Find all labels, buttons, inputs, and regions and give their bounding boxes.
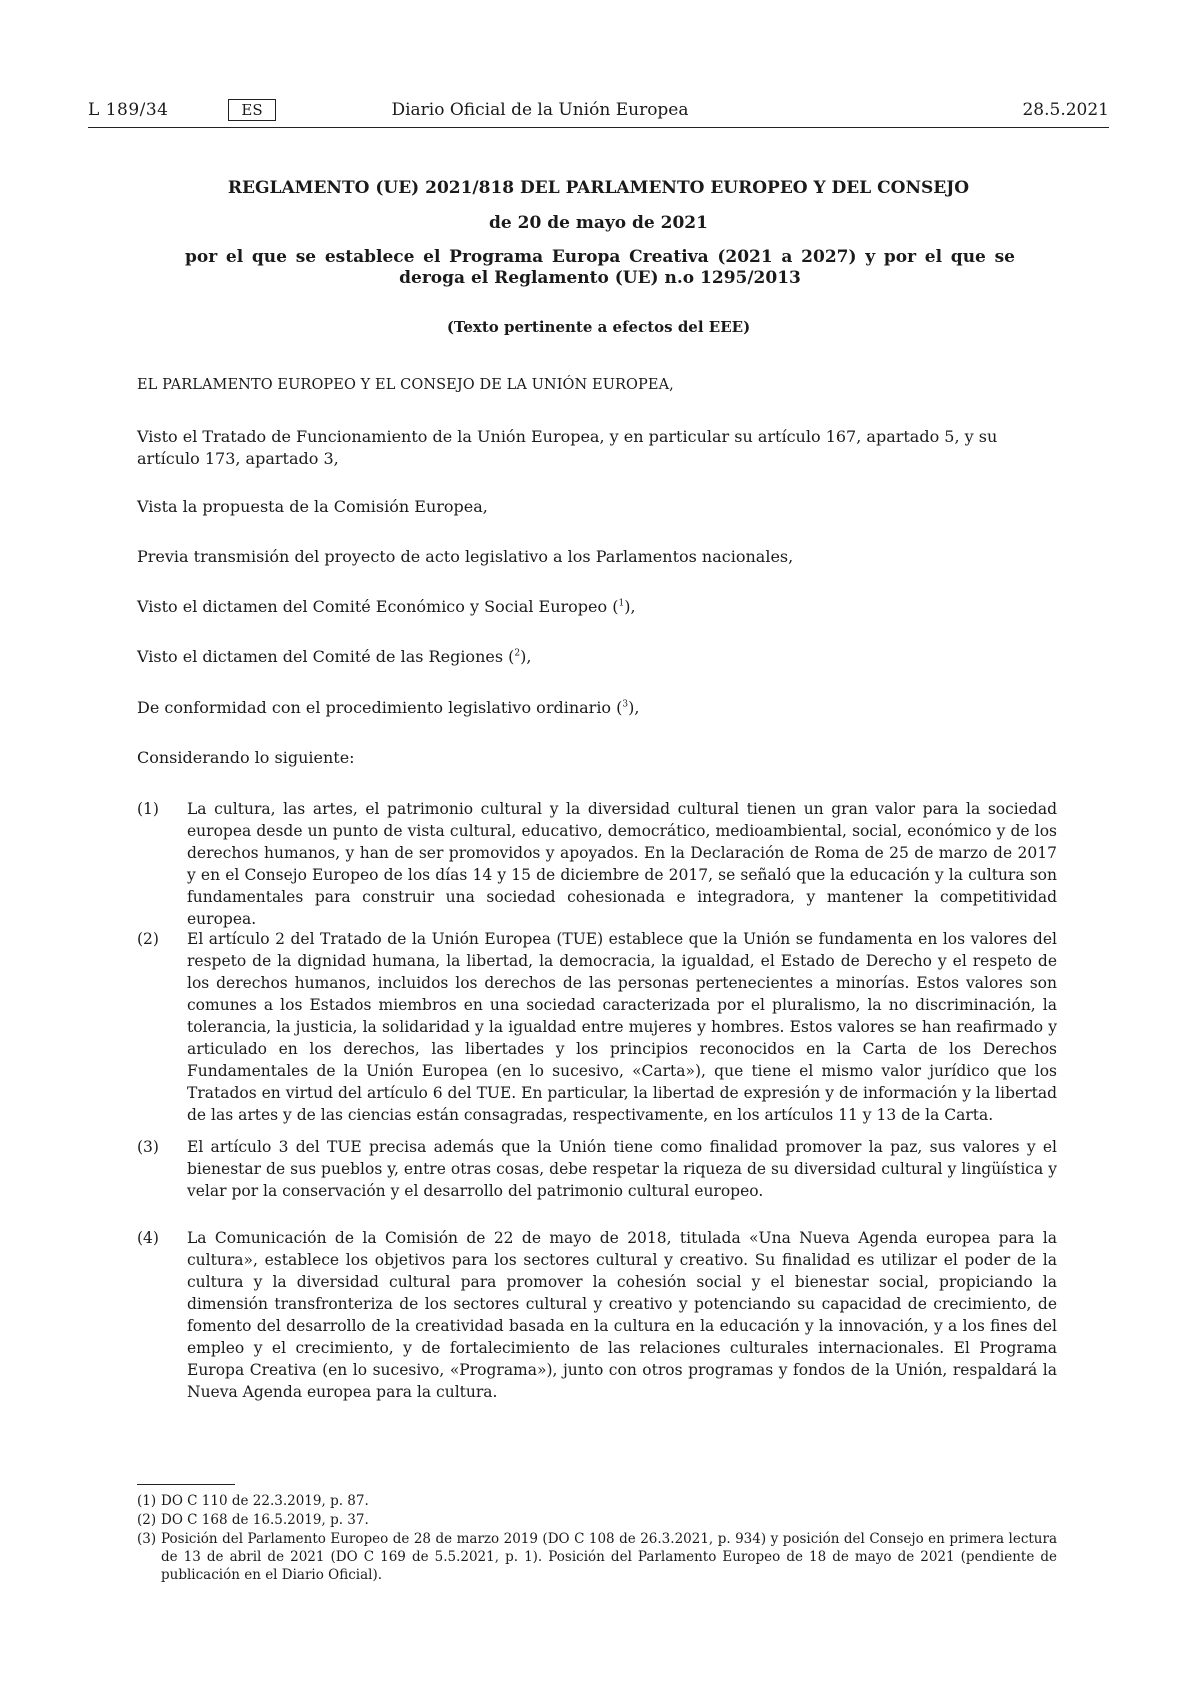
citation-regions-text: Visto el dictamen del Comité de las Regiones bbox=[137, 647, 504, 666]
recital-number: (1) bbox=[137, 800, 159, 818]
footnote-ref[interactable]: 1 bbox=[618, 598, 625, 609]
footnote-ref[interactable]: 3 bbox=[622, 699, 629, 710]
whereas-intro: Considerando lo siguiente: bbox=[137, 748, 355, 767]
publication-date: 28.5.2021 bbox=[1022, 100, 1109, 120]
preamble-authors: EL PARLAMENTO EUROPEO Y EL CONSEJO DE LA UNIÓN EUROPEA, bbox=[137, 377, 674, 393]
footnote-number: (3) bbox=[137, 1531, 157, 1547]
footnote-text: DO C 110 de 22.3.2019, p. 87. bbox=[161, 1493, 369, 1509]
footnote-divider bbox=[137, 1484, 235, 1485]
recital bbox=[137, 928, 1057, 1128]
citation-ecosoc: Visto el dictamen del Comité Económico y Social Europeo ($^1$), bbox=[137, 597, 636, 616]
citation-transmission: Previa transmisión del proyecto de acto legislativo a los Parlamentos nacionales, bbox=[137, 547, 794, 566]
recital-text: El artículo 2 del Tratado de la Unión Europea (TUE) establece que la Unión se fundamenta en los valores del respeto de la dignidad humana, la libertad, la democracia, la igualdad, el Estado de Derecho y el respeto de los derechos humanos, incluidos los derechos de las personas pertenecientes a minorías. Estos valores son comunes a los Estados miembros en una sociedad caracterizada por el pluralismo, la no discriminación, la tolerancia, la justicia, la solidaridad y la igualdad entre mujeres y hombres. Estos valores se han reafirmado y articulado en los derechos, las libertades y los principios reconocidos en la Carta de los Derechos Fundamentales de la Unión Europea (en lo sucesivo, «Carta»), que tiene el mismo valor jurídico que los Tratados en virtud del artículo 6 del TUE. En particular, la libertad de expresión y de información y la libertad de las artes y de las ciencias están consagradas, respectivamente, en los artículos 11 y 13 de la Carta. bbox=[187, 930, 1057, 1124]
citation-treaty: Visto el Tratado de Funcionamiento de la Unión Europea, y en particular su artículo 167, apartado 5, y su artículo 173, apartado 3, bbox=[137, 427, 998, 468]
citation-regions: Visto el dictamen del Comité de las Regiones ($^2$), bbox=[137, 647, 532, 666]
citation-proposal: Vista la propuesta de la Comisión Europea, bbox=[137, 497, 488, 516]
eea-relevance: (Texto pertinente a efectos del EEE) bbox=[446, 318, 751, 336]
footnote-text: Posición del Parlamento Europeo de 28 de marzo 2019 (DO C 108 de 26.3.2021, p. 934) y posición del Consejo en primera lectura de 13 de abril de 2021 (DO C 169 de 5.5.2021, p. 1). Posición del Parlamento Europeo de 18 de mayo de 2021 (pendiente de publicación en el Diario Oficial). bbox=[161, 1531, 1057, 1583]
recital bbox=[137, 1227, 1057, 1401]
footnote-ref[interactable]: 2 bbox=[514, 648, 521, 659]
recital bbox=[137, 1136, 1057, 1202]
recital-number: (2) bbox=[137, 930, 159, 948]
footnote-text: DO C 168 de 16.5.2019, p. 37. bbox=[161, 1512, 369, 1528]
recital-text: La cultura, las artes, el patrimonio cultural y la diversidad cultural tienen un gran valor para la sociedad europea desde un punto de vista cultural, educativo, democrático, medioambiental, social, económico y de los derechos humanos, y han de ser promovidos y apoyados. En la Declaración de Roma de 25 de marzo de 2017 y en el Consejo Europeo de los días 14 y 15 de diciembre de 2017, se señaló que la educación y la cultura son fundamentales para construir una sociedad cohesionada e integradora, y mantener la competitividad europea. bbox=[187, 800, 1057, 928]
footnote-number: (2) bbox=[137, 1512, 157, 1528]
recital-number: (3) bbox=[137, 1138, 159, 1156]
regulation-date: de 20 de mayo de 2021 bbox=[489, 213, 708, 233]
footnote-number: (1) bbox=[137, 1493, 157, 1509]
header-divider bbox=[88, 127, 1109, 128]
recital bbox=[137, 798, 1057, 928]
citation-procedure-text: De conformidad con el procedimiento legislativo ordinario bbox=[137, 698, 612, 717]
language-badge: ES bbox=[228, 99, 276, 121]
citation-procedure: De conformidad con el procedimiento legislativo ordinario ($^3$), bbox=[137, 698, 640, 717]
regulation-subject: por el que se establece el Programa Europa Creativa (2021 a 2027) y por el que se deroga el Reglamento (UE) n.o 1295/2013 bbox=[185, 247, 1015, 288]
recital-text: La Comunicación de la Comisión de 22 de mayo de 2018, titulada «Una Nueva Agenda europea para la cultura», establece los objetivos para los sectores cultural y creativo. Su finalidad es utilizar el poder de la cultura y la diversidad cultural para promover la cohesión social y el bienestar social, propiciando la dimensión transfronteriza de los sectores cultural y creativo y potenciando su capacidad de crecimiento, de fomento del desarrollo de la creatividad basada en la cultura en la educación y la innovación, y a los fines del empleo y el crecimiento, y de fortalecimiento de las relaciones culturales internacionales. El Programa Europa Creativa (en lo sucesivo, «Programa»), junto con otros programas y fondos de la Unión, respaldará la Nueva Agenda europea para la cultura. bbox=[187, 1229, 1057, 1401]
journal-title: Diario Oficial de la Unión Europea bbox=[391, 100, 689, 120]
journal-reference: L 189/34 bbox=[88, 100, 169, 120]
recital-number: (4) bbox=[137, 1229, 159, 1247]
recital-text: El artículo 3 del TUE precisa además que la Unión tiene como finalidad promover la paz, sus valores y el bienestar de sus pueblos y, entre otras cosas, debe respetar la riqueza de su diversidad cultural y lingüística y velar por la conservación y el desarrollo del patrimonio cultural europeo. bbox=[187, 1138, 1057, 1200]
regulation-title: REGLAMENTO (UE) 2021/818 DEL PARLAMENTO EUROPEO Y DEL CONSEJO bbox=[227, 178, 970, 198]
citation-ecosoc-text: Visto el dictamen del Comité Económico y Social Europeo bbox=[137, 597, 608, 616]
